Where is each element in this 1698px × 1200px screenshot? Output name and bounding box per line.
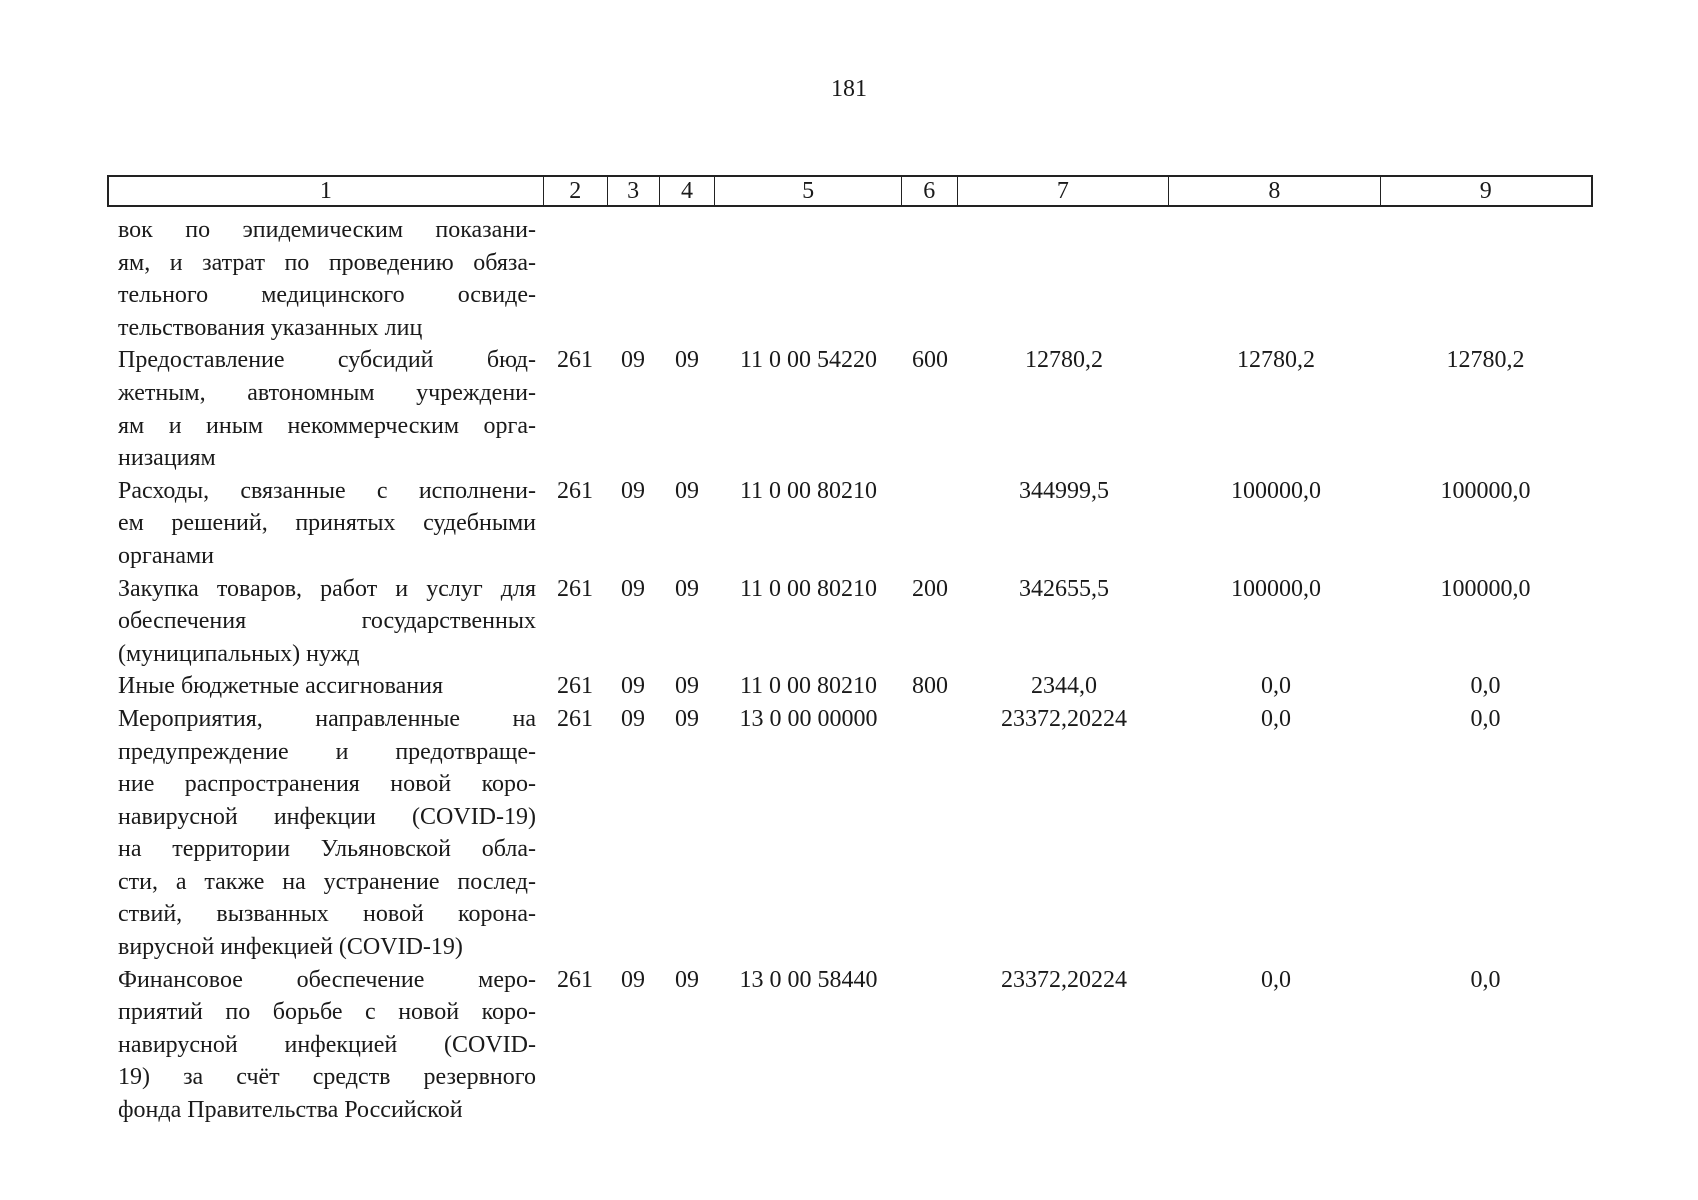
description-line: ние распространения новой коро- (118, 771, 536, 798)
amount-col-8: 0,0 (1261, 966, 1291, 993)
description-line: Расходы, связанные с исполнени- (118, 477, 536, 504)
description-line: Иные бюджетные ассигнования (118, 673, 443, 700)
expense-type-code: 800 (912, 673, 948, 700)
amount-col-8: 12780,2 (1237, 347, 1315, 374)
table-row (107, 344, 1593, 474)
description-line: 19) за счёт средств резервного (118, 1064, 536, 1091)
column-header-4: 4 (660, 177, 716, 205)
table-row (107, 703, 1593, 964)
section-code: 09 (621, 347, 645, 374)
description-line: навирусной инфекцией (COVID- (118, 1031, 536, 1058)
expense-type-code: 200 (912, 575, 948, 602)
amount-col-9: 12780,2 (1446, 347, 1525, 374)
target-article-code: 11 0 00 80210 (739, 575, 878, 602)
amount-col-9 (1382, 214, 1589, 344)
description-line: ям и иным некоммерческим орга- (118, 412, 536, 439)
row-description (107, 344, 543, 474)
amount-col-7 (958, 214, 1170, 344)
description-line: низациям (118, 445, 216, 472)
amount-col-7: 12780,2 (1025, 347, 1103, 374)
description-line: предупреждение и предотвраще- (118, 738, 536, 765)
table-header (107, 175, 1593, 207)
subsection-code: 09 (675, 705, 699, 732)
target-article-code: 11 0 00 54220 (739, 347, 878, 374)
column-header-3: 3 (608, 177, 660, 205)
description-line: жетным, автономным учреждени- (118, 379, 536, 406)
description-line: тельствования указанных лиц (118, 314, 423, 341)
table-row (107, 573, 1593, 671)
description-line: обеспечения государственных (118, 608, 536, 635)
subsection-code: 09 (675, 673, 699, 700)
column-header-9: 9 (1479, 178, 1492, 204)
description-line: ям, и затрат по проведению обяза- (118, 249, 536, 276)
amount-col-8: 0,0 (1261, 673, 1291, 700)
ministry-code: 261 (557, 966, 593, 993)
target-article-code: 11 0 00 80210 (739, 673, 878, 700)
description-line: Закупка товаров, работ и услуг для (118, 575, 536, 602)
description-line: ем решений, принятых судебными (118, 510, 536, 537)
target-article-code (715, 214, 902, 344)
row-description (107, 475, 543, 573)
column-header-5: 5 (715, 177, 902, 205)
target-article-code: 13 0 00 58440 (739, 966, 878, 993)
amount-col-8: 100000,0 (1231, 575, 1321, 602)
column-header-6: 6 (902, 177, 958, 205)
column-header-2: 2 (544, 177, 608, 205)
table-row (107, 214, 1593, 344)
subsection-code: 09 (675, 575, 699, 602)
row-description (107, 964, 543, 1127)
description-line: сти, а также на устранение послед- (118, 868, 536, 895)
section-code (607, 214, 659, 344)
column-header-8: 8 (1169, 177, 1380, 205)
section-code: 09 (621, 477, 645, 504)
description-line: Мероприятия, направленные на (118, 705, 536, 732)
row-description (107, 214, 543, 344)
row-description (107, 670, 543, 703)
amount-col-7: 2344,0 (1031, 673, 1097, 700)
column-header-1: 1 (109, 177, 544, 205)
page-number: 181 (831, 76, 867, 102)
amount-col-9: 0,0 (1470, 966, 1501, 993)
section-code: 09 (621, 673, 645, 700)
description-line: Предоставление субсидий бюд- (118, 347, 536, 374)
amount-col-9: 100000,0 (1440, 477, 1531, 504)
expense-type-code (902, 703, 958, 964)
subsection-code: 09 (675, 966, 699, 993)
description-line: вок по эпидемическим показани- (118, 217, 536, 243)
expense-type-code (902, 214, 958, 344)
description-line: ствий, вызванных новой корона- (118, 901, 536, 928)
description-line: органами (118, 542, 215, 569)
table-row (107, 475, 1593, 573)
section-code: 09 (621, 705, 645, 732)
amount-col-8: 0,0 (1261, 705, 1291, 732)
amount-col-9: 0,0 (1470, 673, 1501, 700)
section-code: 09 (621, 575, 645, 602)
amount-col-8: 100000,0 (1231, 477, 1321, 504)
description-line: фонда Правительства Российской (118, 1097, 463, 1124)
ministry-code: 261 (557, 347, 593, 374)
description-line: навирусной инфекции (COVID-19) (118, 803, 536, 830)
description-line: (муниципальных) нужд (118, 640, 360, 667)
description-line: на территории Ульяновской обла- (118, 836, 536, 863)
column-header-7: 7 (958, 177, 1169, 205)
description-line: приятий по борьбе с новой коро- (118, 999, 536, 1026)
amount-col-7: 23372,20224 (1001, 705, 1127, 732)
target-article-code: 13 0 00 00000 (739, 705, 878, 732)
expense-type-code (902, 475, 958, 573)
amount-col-7: 23372,20224 (1001, 966, 1127, 993)
section-code: 09 (621, 966, 645, 993)
subsection-code (659, 214, 715, 344)
expense-type-code (902, 964, 958, 1127)
ministry-code: 261 (557, 705, 593, 732)
amount-col-8 (1170, 214, 1382, 344)
row-description (107, 573, 543, 671)
row-description (107, 703, 543, 964)
table-body (107, 214, 1593, 1127)
table-row (107, 670, 1593, 703)
description-line: тельного медицинского освиде- (118, 282, 536, 309)
ministry-code: 261 (557, 477, 593, 504)
target-article-code: 11 0 00 80210 (739, 477, 878, 504)
amount-col-7: 344999,5 (1019, 477, 1109, 504)
amount-col-9: 100000,0 (1440, 575, 1531, 602)
ministry-code (543, 214, 607, 344)
subsection-code: 09 (675, 477, 699, 504)
ministry-code: 261 (557, 575, 593, 602)
amount-col-7: 342655,5 (1019, 575, 1109, 602)
description-line: Финансовое обеспечение меро- (118, 966, 536, 993)
ministry-code: 261 (557, 673, 593, 700)
subsection-code: 09 (675, 347, 699, 374)
table-row (107, 964, 1593, 1127)
expense-type-code: 600 (912, 347, 948, 374)
description-line: вирусной инфекцией (COVID-19) (118, 934, 463, 961)
amount-col-9: 0,0 (1470, 705, 1501, 732)
